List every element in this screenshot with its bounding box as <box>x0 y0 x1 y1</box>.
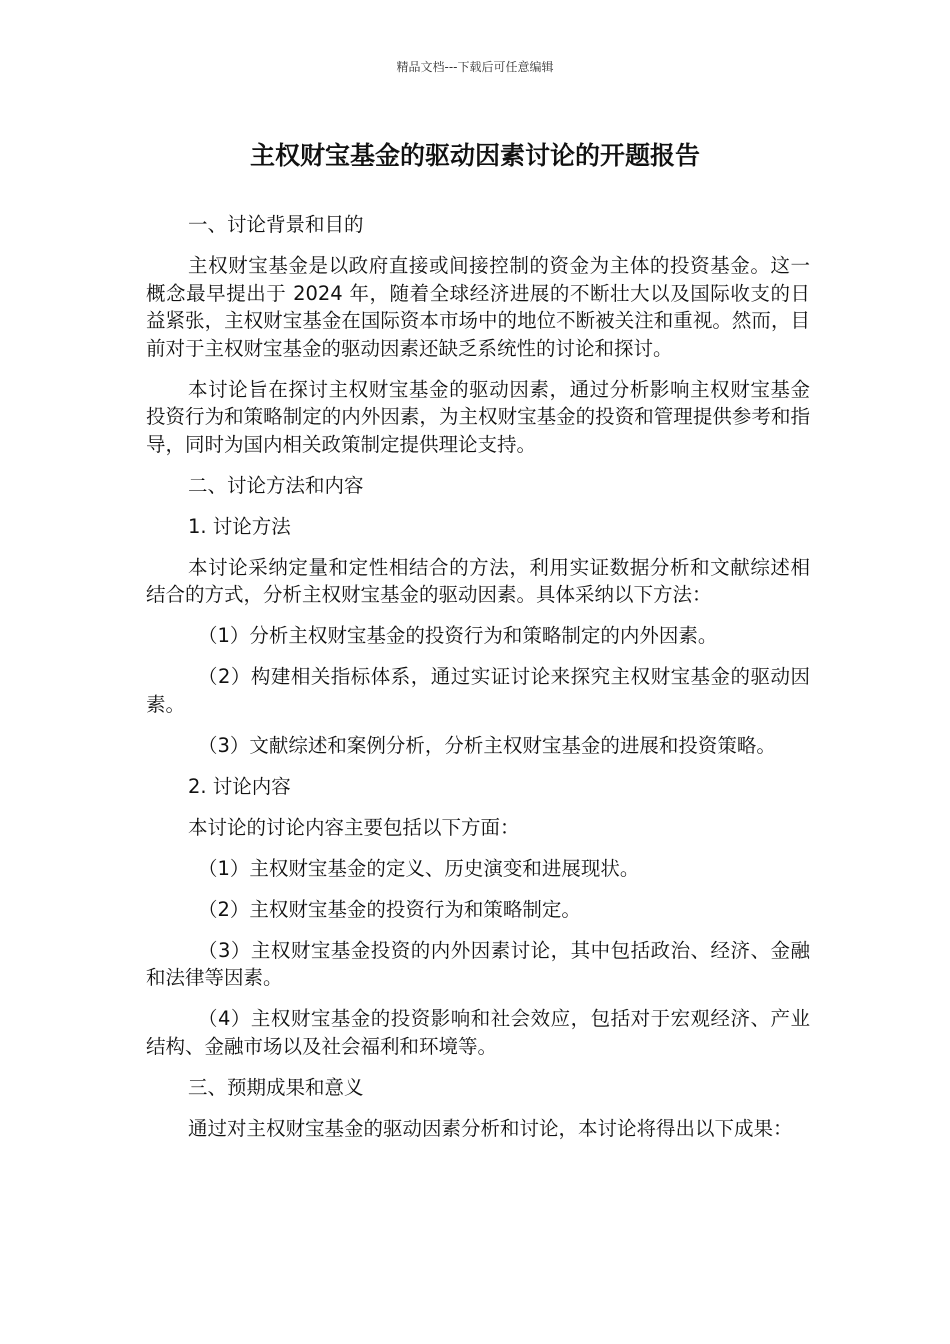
subheading-methods: 1. 讨论方法 <box>188 514 291 538</box>
body-paragraph: 本讨论的讨论内容主要包括以下方面： <box>188 815 520 839</box>
body-paragraph: 通过对主权财宝基金的驱动因素分析和讨论，本讨论将得出以下成果： <box>188 1116 793 1140</box>
section-heading-outcomes: 三、预期成果和意义 <box>188 1075 364 1099</box>
list-item: （4）主权财宝基金的投资影响和社会效应，包括对于宏观经济、产业结构、金融市场以及社会福利和环境等。 <box>146 1007 810 1058</box>
body-paragraph: 主权财宝基金是以政府直接或间接控制的资金为主体的投资基金。这一概念最早提出于 2024 年，随着全球经济进展的不断壮大以及国际收支的日益紧张，主权财宝基金在国际资本市场中的地位不断被关注和重视。然而，目前对于主权财宝基金的驱动因素还缺乏系统性的讨论和探讨。 <box>146 254 810 360</box>
body-paragraph: 本讨论采纳定量和定性相结合的方法，利用实证数据分析和文献综述相结合的方式，分析主权财宝基金的驱动因素。具体采纳以下方法： <box>146 555 810 606</box>
list-item: （2）主权财宝基金的投资行为和策略制定。 <box>198 897 581 921</box>
document-title: 主权财宝基金的驱动因素讨论的开题报告 <box>249 141 700 170</box>
section-heading-background: 一、讨论背景和目的 <box>188 213 364 236</box>
list-item: （1）分析主权财宝基金的投资行为和策略制定的内外因素。 <box>198 624 718 647</box>
list-item: （3）文献综述和案例分析，分析主权财宝基金的进展和投资策略。 <box>198 733 776 757</box>
page-header: 精品文档---下载后可任意编辑 <box>396 60 554 74</box>
list-item: （3）主权财宝基金投资的内外因素讨论，其中包括政治、经济、金融和法律等因素。 <box>146 938 810 989</box>
list-item: （1）主权财宝基金的定义、历史演变和进展现状。 <box>198 856 640 880</box>
body-paragraph: 本讨论旨在探讨主权财宝基金的驱动因素，通过分析影响主权财宝基金投资行为和策略制定的内外因素，为主权财宝基金的投资和管理提供参考和指导，同时为国内相关政策制定提供理论支持。 <box>146 377 810 456</box>
document-body <box>146 211 810 1156</box>
section-heading-methods: 二、讨论方法和内容 <box>188 473 364 497</box>
list-item: （2）构建相关指标体系，通过实证讨论来探究主权财宝基金的驱动因素。 <box>146 665 810 716</box>
subheading-content: 2. 讨论内容 <box>188 774 291 798</box>
